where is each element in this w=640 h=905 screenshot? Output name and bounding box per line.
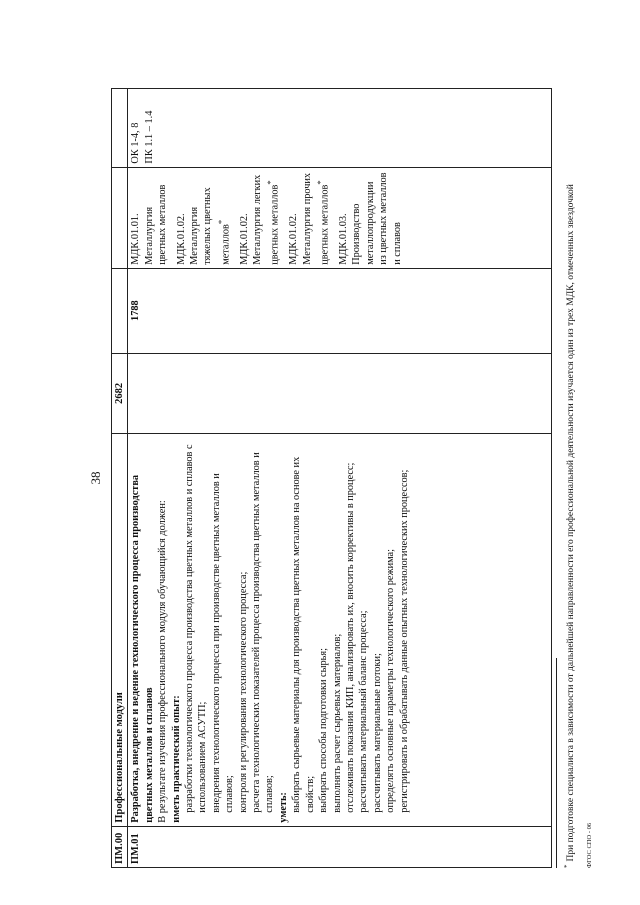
header-competencies bbox=[112, 89, 128, 168]
list-item: выбирать сырьевые материалы для производства цветных металлов на основе их свойств; bbox=[291, 456, 316, 813]
list-item: рассчитывать материальные потоки; bbox=[371, 653, 383, 813]
footnote-text: При подготовке специалиста в зависимости от дальнейшей направленности его профессиональной деятельности изучается один из трех МДК, отмеченных звездочкой bbox=[566, 184, 577, 862]
row-hours: 1788 bbox=[128, 268, 552, 353]
rotated-sheet bbox=[78, 88, 593, 868]
list-item: выбирать способы подготовки сырья; bbox=[318, 648, 330, 813]
row-code: ПМ.01 bbox=[128, 826, 552, 867]
mdk-item bbox=[129, 171, 169, 265]
mdk-item bbox=[287, 171, 332, 265]
footnote-mark: * bbox=[563, 864, 571, 868]
mdk-code: МДК.01.01. bbox=[130, 213, 142, 265]
header-total-hours: 2682 bbox=[112, 353, 128, 434]
mdk-item bbox=[238, 171, 283, 265]
list-item: внедрения технологического процесса при производстве цветных металлов и сплавов; bbox=[210, 473, 236, 813]
competency-ok: ОК 1-4, 8 bbox=[130, 122, 142, 164]
star-mark: * bbox=[265, 180, 276, 185]
module-title: Разработка, внедрение и ведение технологического процесса производства цветных металлов и сплавов bbox=[130, 474, 155, 823]
table-header-row bbox=[112, 89, 128, 868]
list-item: определять основные параметры технологического режима; bbox=[385, 549, 397, 813]
mdk-name: Металлургия тяжелых цветных металлов bbox=[189, 187, 232, 265]
curriculum-table bbox=[111, 88, 552, 868]
header-mdk bbox=[112, 167, 128, 268]
mdk-name: Металлургия легких цветных металлов bbox=[252, 174, 281, 265]
table-row bbox=[128, 89, 552, 868]
mdk-name: Металлургия прочих цветных металлов bbox=[301, 172, 331, 265]
header-code: ПМ.00 bbox=[112, 826, 128, 867]
module-intro: В результате изучения профессионального модуля обучающийся должен: bbox=[157, 500, 169, 823]
row-competencies bbox=[128, 89, 552, 168]
mdk-code: МДК.01.02. bbox=[238, 213, 250, 265]
star-mark: * bbox=[315, 180, 326, 185]
list-item: расчета технологических показателей процесса производства цветных металлов и сплавов; bbox=[251, 452, 276, 813]
mdk-code: МДК.01.02. bbox=[288, 213, 300, 265]
list-item: контроля и регулирования технологического процесса; bbox=[237, 571, 249, 813]
competency-pk: ПК 1.1 – 1.4 bbox=[143, 110, 155, 164]
header-hours bbox=[112, 268, 128, 353]
mdk-item bbox=[337, 171, 404, 265]
star-mark: * bbox=[215, 219, 226, 225]
list-item: рассчитывать материальный баланс процесса; bbox=[358, 610, 370, 813]
mdk-name: Металлургия цветных металлов bbox=[143, 184, 169, 265]
mdk-item bbox=[175, 171, 233, 265]
mdk-name: Производство металлопродукции из цветных металлов и сплавов bbox=[351, 172, 403, 265]
skills-heading: уметь: bbox=[277, 792, 289, 823]
document-code: ФГОС СПО - 06 bbox=[586, 822, 593, 868]
list-item: регистрировать и обрабатывать данные опытных технологических процессов; bbox=[398, 469, 410, 813]
practice-heading: иметь практический опыт: bbox=[170, 695, 182, 823]
header-name: Профессиональные модули bbox=[112, 434, 128, 827]
footnote-divider bbox=[556, 658, 557, 868]
row-description bbox=[128, 434, 552, 827]
list-item: отслеживать показания КИП, анализировать их, вносить коррективы в процесс; bbox=[344, 462, 356, 813]
page-number: 38 bbox=[88, 471, 103, 485]
row-mdk-list bbox=[128, 167, 552, 268]
mdk-code: МДК.01.03. bbox=[337, 213, 349, 265]
footnote bbox=[561, 88, 577, 868]
mdk-code: МДК.01.02. bbox=[175, 213, 187, 265]
row-total-hours bbox=[128, 353, 552, 434]
list-item: выполнять расчет сырьевых материалов; bbox=[331, 633, 343, 813]
list-item: разработки технологического процесса производства цветных металлов и сплавов с использованием АСУТП; bbox=[184, 444, 209, 813]
